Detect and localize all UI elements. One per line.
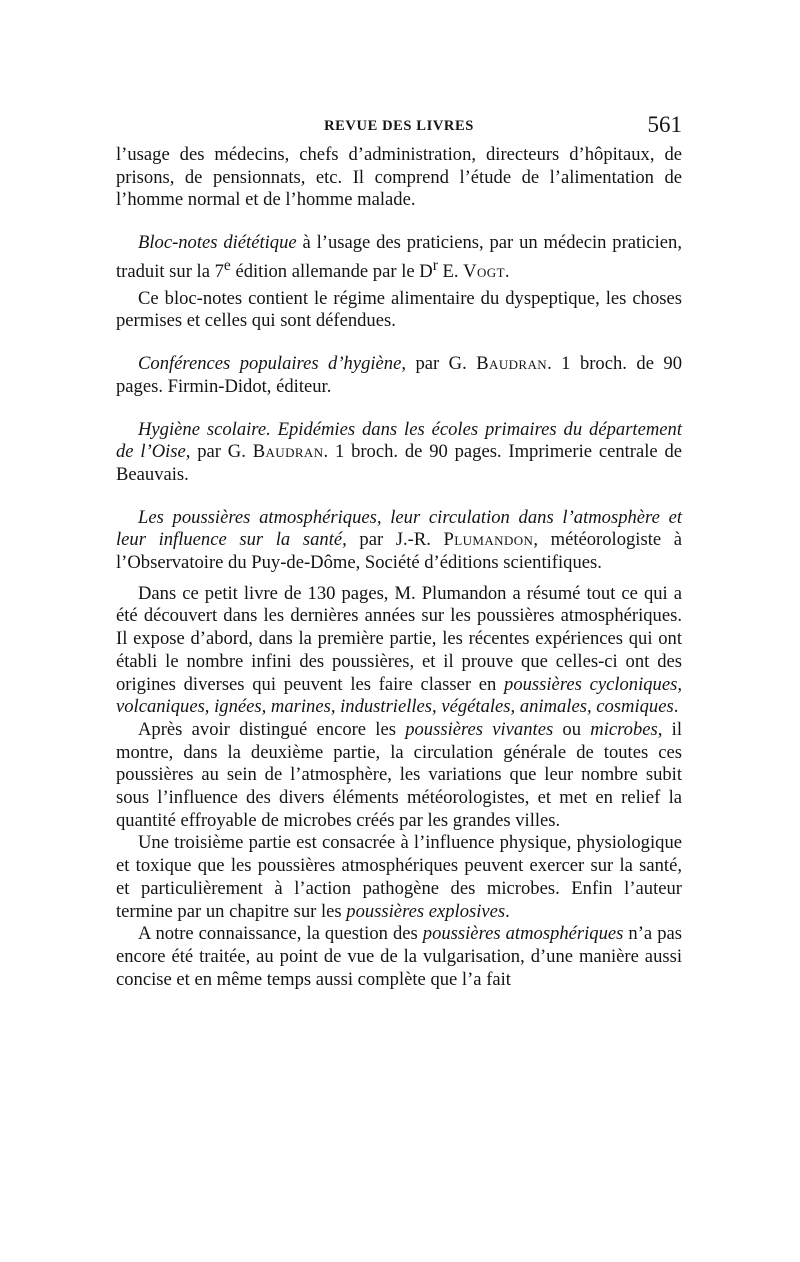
- paragraph-text: Ce bloc-notes contient le régime alimentaire du dyspeptique, les choses permises et celles qui sont défendues.: [116, 287, 682, 332]
- emphasis-text: microbes: [590, 718, 658, 740]
- book-entry-conferences: [116, 353, 682, 398]
- entry-text: .: [504, 261, 510, 282]
- review-paragraph: [116, 719, 682, 833]
- emphasis-text: poussières explosives: [346, 900, 506, 922]
- paragraph-text: A notre connaissance, la question des: [138, 923, 423, 945]
- paragraph-text: Après avoir distingué encore les: [138, 718, 406, 740]
- paragraph-continued: [116, 144, 682, 212]
- book-page: [116, 110, 682, 991]
- review-paragraph: [116, 832, 682, 923]
- review-paragraph: [116, 923, 682, 991]
- emphasis-text: poussières vivantes: [405, 718, 554, 740]
- running-head-title: REVUE DES LIVRES: [324, 118, 474, 134]
- entry-text: édition allemande par le D: [230, 261, 433, 282]
- entry-text: , météorologiste à l’Observatoire du Puy-de-Dôme, Société d’éditions scientifiques.: [116, 529, 682, 574]
- author-name: Plumandon: [443, 529, 534, 551]
- entry-text: à l’usage des praticiens, par un médecin praticien, traduit sur la 7: [116, 232, 682, 282]
- paragraph-text: l’usage des médecins, chefs d’administration, directeurs d’hôpitaux, de prisons, de pensionnats, etc. Il comprend l’étude de l’alimentation de l’homme normal et de l’homme malade.: [116, 144, 682, 211]
- author-name: Vogt: [463, 261, 505, 282]
- book-title: Les poussières atmosphériques, leur circulation dans l’atmosphère et leur influence sur la santé,: [116, 506, 682, 551]
- entry-text: . 1 broch. de 90 pages. Firmin-Didot, éditeur.: [116, 353, 683, 397]
- book-entry-hygiene-scolaire: [116, 419, 682, 487]
- book-title: Hygiène scolaire. Epidémies dans les écoles primaires du département de l’Oise,: [116, 418, 682, 463]
- superscript: e: [223, 256, 231, 274]
- paragraph-text: Une troisième partie est consacrée à l’influence physique, physiologique et toxique que les poussières atmosphériques peuvent exercer sur la santé, et particulièrement à l’action pathogène des microbes. Enfin l’auteur termine par un chapitre sur les: [116, 832, 682, 922]
- author-name: Baudran: [476, 353, 548, 375]
- paragraph-text: Dans ce petit livre de 130 pages, M. Plumandon a résumé tout ce qui a été découvert dans les dernières années sur les poussières atmosphériques. Il expose d’abord, dans la première partie, les récentes expériences qui ont établi le nombre infini des poussières, et il prouve que celles-ci ont des origines diverses qui peuvent les faire classer en: [116, 582, 682, 695]
- superscript: r: [432, 256, 438, 274]
- paragraph-text: , il montre, dans la deuxième partie, la circulation générale de toutes ces poussières au sein de l’atmosphère, les variations que leur nombre subit sous l’influence des divers éléments météorologistes, et met en relief la quantité effroyable de microbes créés par les grandes villes.: [116, 718, 682, 831]
- emphasis-text: poussières cycloniques, volcaniques, ignées, marines, industrielles, végétales, animales, cosmiques: [116, 673, 682, 718]
- book-entry-poussieres: [116, 507, 682, 575]
- paragraph-text: n’a pas encore été traitée, au point de vue de la vulgarisation, d’une manière aussi concise et en même temps aussi complète que l’a fait: [116, 923, 682, 990]
- book-title: Conférences populaires d’hygiène,: [138, 353, 406, 375]
- entry-text: par J.-R.: [346, 529, 444, 551]
- running-head: [116, 110, 682, 144]
- entry-text: par G.: [190, 441, 253, 463]
- entry-text: par G.: [406, 353, 477, 375]
- paragraph-text: .: [505, 900, 510, 922]
- author-name: Baudran: [252, 441, 324, 463]
- entry-text: E.: [437, 261, 464, 282]
- emphasis-text: poussières atmosphériques: [422, 923, 624, 945]
- review-paragraph: [116, 583, 682, 719]
- paragraph-text: .: [673, 696, 679, 718]
- review-paragraph: [116, 288, 682, 333]
- book-title: Bloc-notes diététique: [138, 232, 297, 254]
- page-number: 561: [647, 112, 682, 137]
- paragraph-text: ou: [553, 718, 591, 740]
- entry-text: . 1 broch. de 90 pages. Imprimerie centrale de Beauvais.: [116, 441, 683, 485]
- book-entry-bloc-notes: [116, 232, 682, 284]
